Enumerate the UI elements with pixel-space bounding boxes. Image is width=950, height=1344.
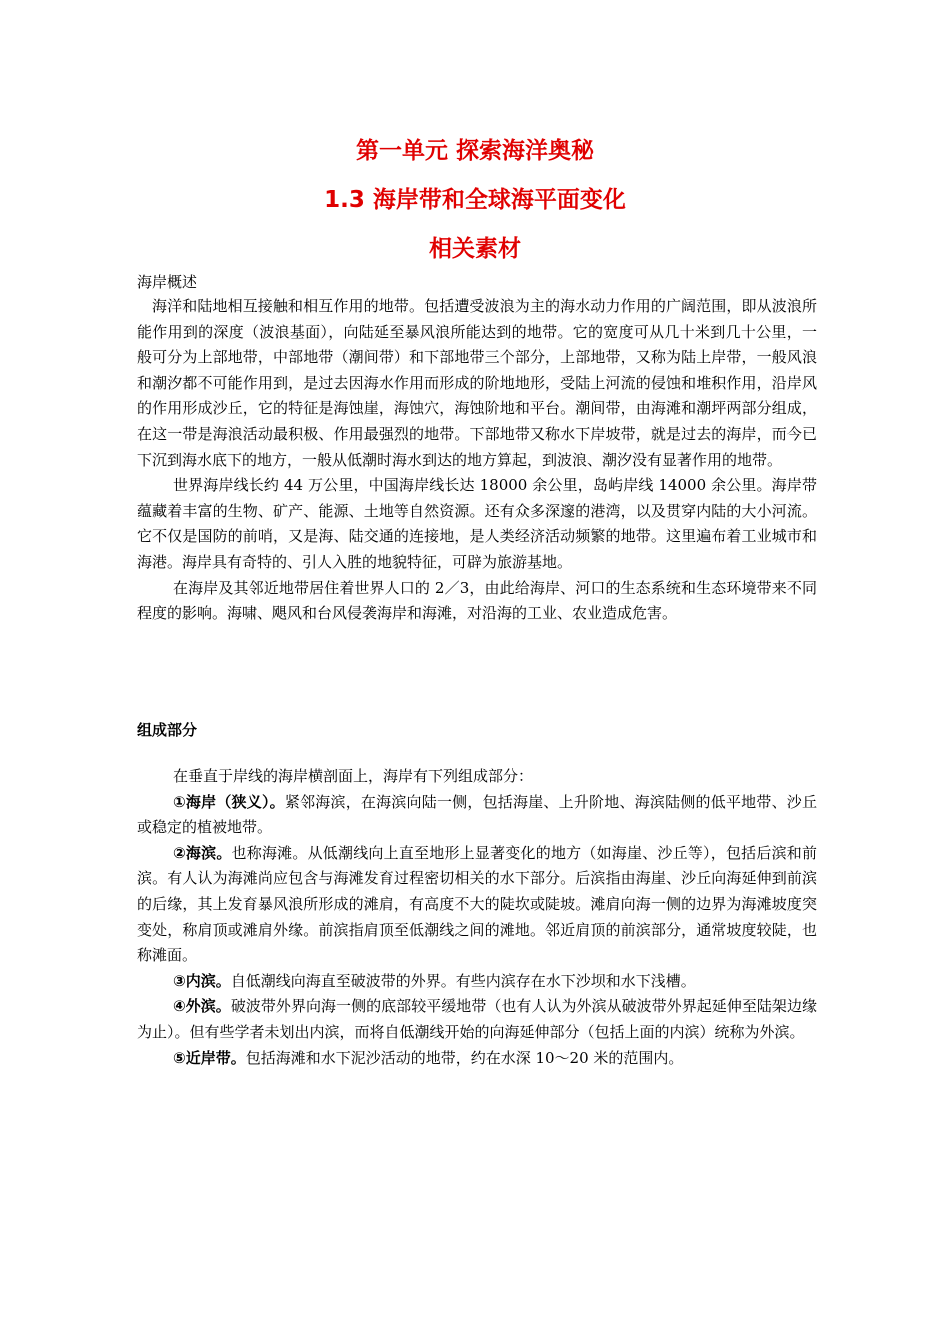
component-description: 破波带外界向海一侧的底部较平缓地带（也有人认为外滨从破波带外界起延伸至陆架边缘为止）。但有些学者未划出内滨，而将自低潮线开始的向海延伸部分（包括上面的内滨）统称为外滨。 <box>137 997 817 1041</box>
component-item <box>137 969 817 995</box>
overview-paragraph: 世界海岸线长约 44 万公里，中国海岸线长达 18000 余公里，岛屿岸线 14000 余公里。海岸带蕴藏着丰富的生物、矿产、能源、土地等自然资源。还有众多深邃的港湾，以及贯穿内陆的大小河流。它不仅是国防的前哨，又是海、陆交通的连接地，是人类经济活动频繁的地带。这里遍布着工业城市和海港。海岸具有奇特的、引人入胜的地貌特征，可辟为旅游基地。 <box>137 476 817 571</box>
component-term: ④外滨。 <box>173 997 231 1016</box>
component-term: ③内滨。 <box>173 971 231 990</box>
component-description: 包括海滩和水下泥沙活动的地带，约在水深 10～20 米的范围内。 <box>245 1048 684 1067</box>
material-title: 相关素材 <box>429 236 521 262</box>
component-item <box>137 790 817 841</box>
unit-title: 第一单元 探索海洋奥秘 <box>355 138 594 164</box>
component-term: ①海岸（狭义）。 <box>173 792 285 811</box>
overview-section <box>137 294 817 627</box>
components-section <box>137 764 817 1071</box>
component-term: ⑤近岸带。 <box>173 1048 246 1067</box>
component-description: 紧邻海滨，在海滨向陆一侧，包括海崖、上升阶地、海滨陆侧的低平地带、沙丘或稳定的植被地带。 <box>137 792 817 837</box>
component-description: 自低潮线向海直至破波带的外界。有些内滨存在水下沙坝和水下浅槽。 <box>230 971 696 990</box>
component-item <box>137 841 817 969</box>
component-item <box>137 1046 817 1072</box>
section-heading-components: 组成部分 <box>137 721 198 739</box>
section-heading-overview: 海岸概述 <box>137 273 198 291</box>
overview-paragraph: 在海岸及其邻近地带居住着世界人口的 2／3，由此给海岸、河口的生态系统和生态环境带来不同程度的影响。海啸、飓风和台风侵袭海岸和海滩，对沿海的工业、农业造成危害。 <box>137 578 817 623</box>
overview-paragraph: 海洋和陆地相互接触和相互作用的地带。包括遭受波浪为主的海水动力作用的广阔范围，即从波浪所能作用到的深度（波浪基面），向陆延至暴风浪所能达到的地带。它的宽度可从几十米到几十公里，一般可分为上部地带，中部地带（潮间带）和下部地带三个部分，上部地带，又称为陆上岸带，一般风浪和潮汐都不可能作用到，是过去因海水作用而形成的阶地地形，受陆上河流的侵蚀和堆积作用，沿岸风的作用形成沙丘，它的特征是海蚀崖，海蚀穴，海蚀阶地和平台。潮间带，由海滩和潮坪两部分组成，在这一带是海浪活动最积极、作用最强烈的地带。下部地带又称水下岸坡带，就是过去的海岸，而今已下沉到海水底下的地方，一般从低潮时海水到达的地方算起，到波浪、潮汐没有显著作用的地带。 <box>137 297 817 469</box>
component-item <box>137 994 817 1045</box>
components-intro: 在垂直于岸线的海岸横剖面上，海岸有下列组成部分： <box>173 767 534 785</box>
component-description: 也称海滩。从低潮线向上直至地形上显著变化的地方（如海崖、沙丘等），包括后滨和前滨。有人认为海滩尚应包含与海滩发育过程密切相关的水下部分。后滨指由海崖、沙丘向海延伸到前滨的后缘，其上发育暴风浪所形成的滩肩，有高度不大的陡坎或陡坡。滩肩向海一侧的边界为海滩坡度突变处，称肩顶或滩肩外缘。前滨指肩顶至低潮线之间的滩地。邻近肩顶的前滨部分，通常坡度较陡，也称滩面。 <box>137 843 817 965</box>
lesson-title: 1.3 海岸带和全球海平面变化 <box>324 187 626 213</box>
component-term: ②海滨。 <box>173 843 232 862</box>
